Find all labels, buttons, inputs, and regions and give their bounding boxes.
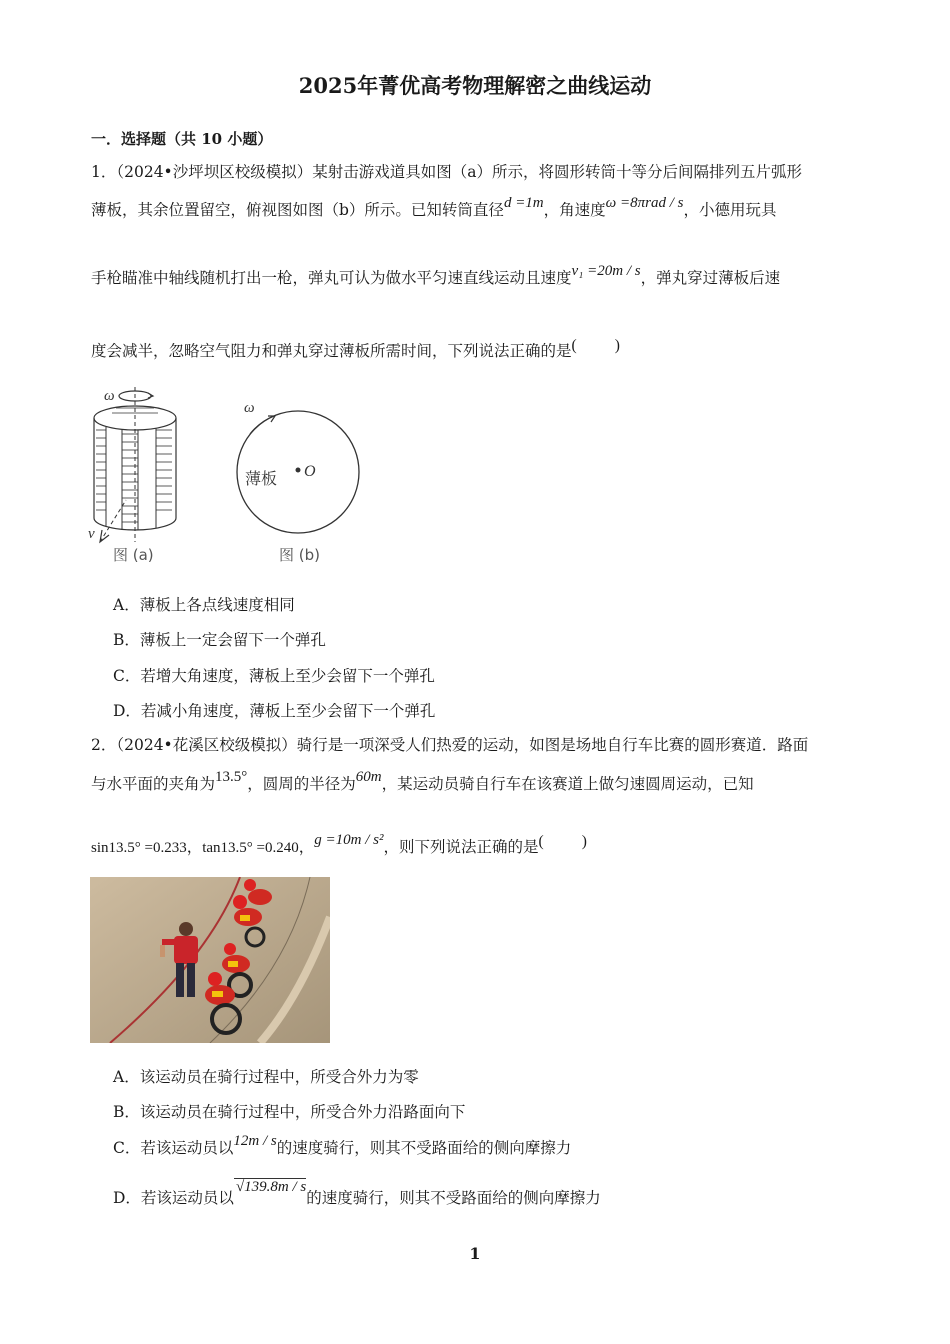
q1-option-b: B．薄板上一定会留下一个弹孔 (113, 631, 326, 649)
q2-option-b: B．该运动员在骑行过程中，所受合外力沿路面向下 (113, 1103, 466, 1121)
figure-b-center-label: O (304, 463, 316, 480)
figure-a-drum (86, 382, 196, 572)
diameter-expression: d =1m (503, 195, 544, 211)
q1-option-a: A．薄板上各点线速度相同 (113, 596, 295, 614)
answer-paren-open: ( (538, 833, 544, 850)
q2-line-1: 2．（2024•花溪区校级模拟）骑行是一项深受人们热爱的运动，如图是场地自行车比赛的圆形赛道．路面 (91, 736, 809, 754)
angular-speed-expression: ω =8πrad / s (605, 195, 684, 211)
q2-option-a: A．该运动员在骑行过程中，所受合外力为零 (113, 1068, 419, 1086)
gravity-expression: g =10m / s² (314, 832, 384, 848)
slope-angle-expression: 13.5° (215, 769, 248, 785)
q2-option-d: D．若该运动员以√139.8m / s的速度骑行，则其不受路面给的侧向摩擦力 (113, 1179, 601, 1207)
figure-a-omega-label: ω (104, 388, 115, 404)
figure-b-omega-label: ω (244, 400, 255, 416)
bullet-speed-expression: v₁ =20m / s (571, 263, 641, 279)
speed-sqrt-expression: √139.8m / s (235, 1179, 307, 1195)
q1-line-3: 手枪瞄准中轴线随机打出一枪，弹丸可认为做水平匀速直线运动且速度v₁ =20m / s，弹丸穿过薄板后速 (91, 263, 781, 287)
page-title: 2025年菁优高考物理解密之曲线运动 (298, 73, 652, 98)
q1-line-4: 度会减半，忽略空气阻力和弹丸穿过薄板所需时间，下列说法正确的是( ) (91, 337, 620, 360)
q1-option-c: C．若增大角速度，薄板上至少会留下一个弹孔 (113, 667, 435, 685)
q2-line-3: sin13.5° =0.233，tan13.5° =0.240，g =10m / s²，则下列说法正确的是( ) (91, 832, 587, 856)
velodrome-photo (90, 877, 330, 1043)
speed-12-expression: 12m / s (233, 1133, 277, 1149)
answer-paren-open: ( (571, 337, 577, 354)
section-heading: 一．选择题（共 10 小题） (91, 130, 273, 148)
answer-paren-close: ) (614, 337, 620, 354)
radius-expression: 60m (355, 769, 382, 785)
page-number: 1 (469, 1244, 481, 1263)
q1-option-d: D．若减小角速度，薄板上至少会留下一个弹孔 (113, 702, 436, 720)
q2-option-c: C．若该运动员以12m / s的速度骑行，则其不受路面给的侧向摩擦力 (113, 1133, 572, 1157)
figure-b-plate-label: 薄板 (245, 469, 278, 488)
figure-b-caption: 图 (b) (279, 546, 320, 564)
figure-a-velocity-label: v (88, 526, 95, 542)
tan-expression: tan13.5° =0.240 (202, 840, 299, 856)
q1-line-1: 1．（2024•沙坪坝区校级模拟）某射击游戏道具如图（a）所示，将圆形转筒十等分后间隔排列五片弧形 (91, 163, 802, 181)
figure-b-top-view (232, 396, 367, 572)
figure-a-caption: 图 (a) (113, 546, 154, 564)
sin-expression: sin13.5° =0.233 (91, 840, 187, 856)
q1-line-2: 薄板，其余位置留空，俯视图如图（b）所示。已知转筒直径d =1m，角速度ω =8πrad / s，小德用玩具 (91, 195, 777, 219)
q2-line-2: 与水平面的夹角为13.5°，圆周的半径为60m，某运动员骑自行车在该赛道上做匀速圆周运动，已知 (91, 769, 754, 793)
answer-paren-close: ) (581, 833, 587, 850)
